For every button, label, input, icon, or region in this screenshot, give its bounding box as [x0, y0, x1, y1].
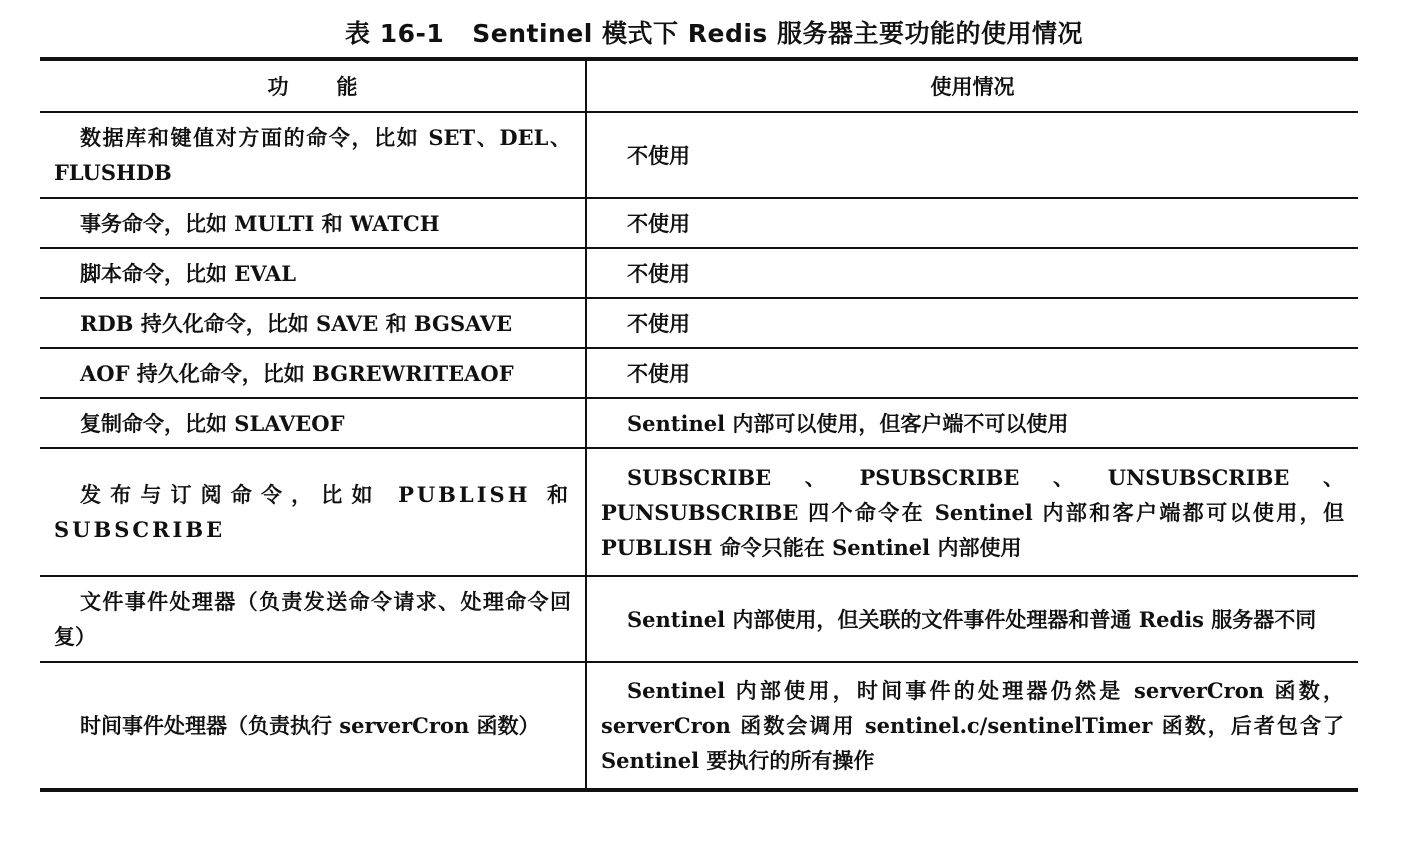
usage-cell: 不使用: [586, 112, 1358, 198]
usage-cell: 不使用: [586, 298, 1358, 348]
table-row: [40, 398, 1358, 448]
usage-cell: 不使用: [586, 248, 1358, 298]
usage-cell: Sentinel 内部可以使用，但客户端不可以使用: [586, 398, 1358, 448]
usage-cell: Sentinel 内部使用，但关联的文件事件处理器和普通 Redis 服务器不同: [586, 576, 1358, 662]
feature-cell: 文件事件处理器（负责发送命令请求、处理命令回复）: [40, 576, 586, 662]
table-row: [40, 298, 1358, 348]
header-row: [40, 59, 1358, 112]
feature-cell: 时间事件处理器（负责执行 serverCron 函数）: [40, 662, 586, 790]
usage-cell: 不使用: [586, 198, 1358, 248]
feature-cell: RDB 持久化命令，比如 SAVE 和 BGSAVE: [40, 298, 586, 348]
header-usage: 使用情况: [586, 59, 1358, 112]
table-number: 表 16-1: [344, 19, 445, 48]
usage-cell: SUBSCRIBE、PSUBSCRIBE、UNSUBSCRIBE、PUNSUBSCRIBE 四个命令在 Sentinel 内部和客户端都可以使用，但 PUBLISH 命令只能在 Sentinel 内部使用: [586, 448, 1358, 576]
table-row: [40, 198, 1358, 248]
table-caption: [0, 14, 1428, 50]
table-row: [40, 662, 1358, 790]
feature-cell: AOF 持久化命令，比如 BGREWRITEAOF: [40, 348, 586, 398]
header-feature: 功能: [40, 59, 586, 112]
usage-cell: 不使用: [586, 348, 1358, 398]
table-row: [40, 112, 1358, 198]
table-row: [40, 576, 1358, 662]
feature-cell: 事务命令，比如 MULTI 和 WATCH: [40, 198, 586, 248]
table-row: [40, 348, 1358, 398]
feature-cell: 脚本命令，比如 EVAL: [40, 248, 586, 298]
table-row: [40, 248, 1358, 298]
feature-cell: 发布与订阅命令，比如 PUBLISH 和 SUBSCRIBE: [40, 448, 586, 576]
table-row: [40, 448, 1358, 576]
table-title: Sentinel 模式下 Redis 服务器主要功能的使用情况: [472, 19, 1084, 48]
feature-usage-table: [40, 57, 1358, 792]
feature-cell: 复制命令，比如 SLAVEOF: [40, 398, 586, 448]
feature-cell: 数据库和键值对方面的命令，比如 SET、DEL、FLUSHDB: [40, 112, 586, 198]
usage-cell: Sentinel 内部使用，时间事件的处理器仍然是 serverCron 函数，serverCron 函数会调用 sentinel.c/sentinelTimer 函数，后者包含了 Sentinel 要执行的所有操作: [586, 662, 1358, 790]
